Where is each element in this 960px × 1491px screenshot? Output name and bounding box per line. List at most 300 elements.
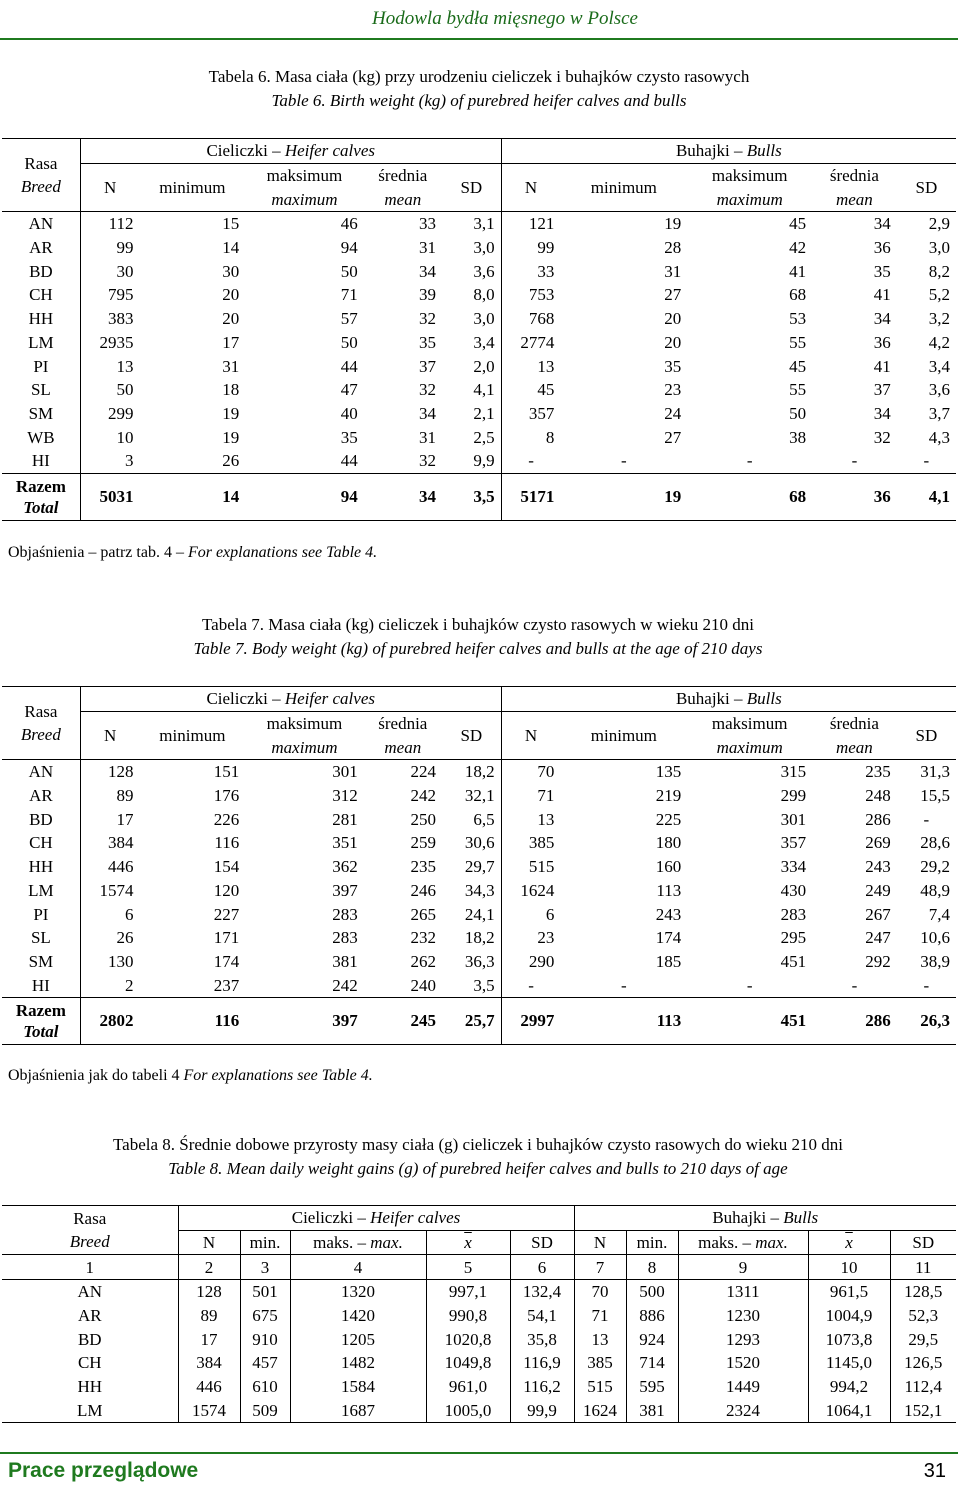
value-cell: 18,2 xyxy=(442,926,501,950)
value-cell: 1584 xyxy=(290,1375,426,1399)
breed-cell: LM xyxy=(2,879,80,903)
value-cell: 3,6 xyxy=(442,259,501,283)
value-cell: 357 xyxy=(780,833,807,853)
table-row xyxy=(2,1280,956,1304)
value-cell: 961,0 xyxy=(426,1375,510,1399)
value-cell: 32 xyxy=(418,451,436,471)
value-cell: 34 xyxy=(873,214,891,234)
total-cell: 5171 xyxy=(520,487,555,507)
column-number: 11 xyxy=(915,1257,932,1277)
max-header-pl-bulls: maksimum xyxy=(711,714,788,734)
table8-caption-en: Table 8. Mean daily weight gains (g) of purebred heifer calves and bulls to 210 days of age xyxy=(168,1159,788,1178)
value-cell: - xyxy=(746,451,753,471)
value-cell: 128 xyxy=(178,1280,240,1304)
value-cell: 13 xyxy=(537,809,555,829)
bulls-group-header: Buhajki – Bulls xyxy=(574,1206,956,1231)
value-cell: 1205 xyxy=(290,1327,426,1351)
n-header-bulls: N xyxy=(501,163,560,211)
value-cell: 30,6 xyxy=(442,831,501,855)
sd-header-bulls: SD xyxy=(897,163,956,211)
column-number: 4 xyxy=(290,1255,426,1280)
table-row xyxy=(2,1375,956,1399)
value-cell: 70 xyxy=(574,1280,626,1304)
value-cell: 160 xyxy=(655,857,682,877)
value-cell: 3 xyxy=(124,451,134,471)
value-cell: 2,0 xyxy=(442,354,501,378)
breed-cell: LM xyxy=(2,331,80,355)
value-cell: 990,8 xyxy=(426,1304,510,1328)
value-cell: 8,2 xyxy=(928,261,950,281)
value-cell: 259 xyxy=(410,833,436,853)
total-cell: 14 xyxy=(222,487,240,507)
value-cell: 243 xyxy=(655,904,682,924)
column-number: 8 xyxy=(626,1255,678,1280)
value-cell: 6 xyxy=(545,904,555,924)
value-cell: 68 xyxy=(789,285,807,305)
value-cell: 32,1 xyxy=(442,784,501,808)
value-cell: 250 xyxy=(410,809,436,829)
table6-caption xyxy=(0,65,958,113)
value-cell: 509 xyxy=(240,1399,290,1423)
value-cell: 886 xyxy=(626,1304,678,1328)
table-row xyxy=(2,425,956,449)
value-cell: 362 xyxy=(332,857,358,877)
value-cell: 243 xyxy=(865,857,891,877)
value-cell: 446 xyxy=(178,1375,240,1399)
value-cell: 45 xyxy=(789,214,807,234)
table7 xyxy=(2,686,956,1045)
heifers-group-header: Cieliczki – Heifer calves xyxy=(80,139,501,164)
breed-cell: AN xyxy=(2,1280,178,1304)
value-cell: 37 xyxy=(873,380,891,400)
value-cell: 31,3 xyxy=(920,762,950,782)
value-cell: 714 xyxy=(626,1351,678,1375)
value-cell: 50 xyxy=(116,380,134,400)
value-cell: 430 xyxy=(780,880,807,900)
mean-header-bulls: $\overline{x}$ xyxy=(808,1230,890,1255)
value-cell: 1449 xyxy=(678,1375,808,1399)
value-cell: 1574 xyxy=(178,1399,240,1423)
table-row xyxy=(2,807,956,831)
column-number: 7 xyxy=(574,1255,626,1280)
value-cell: 10,6 xyxy=(920,928,950,948)
max-header: maks. – max. xyxy=(290,1230,426,1255)
value-cell: 2,9 xyxy=(928,214,950,234)
value-cell: 1073,8 xyxy=(808,1327,890,1351)
value-cell: 34 xyxy=(873,403,891,423)
table-row xyxy=(2,784,956,808)
table6 xyxy=(2,138,956,521)
sd-header: SD xyxy=(442,711,501,759)
value-cell: 301 xyxy=(780,809,807,829)
table7-caption-en: Table 7. Body weight (kg) of purebred heifer calves and bulls at the age of 210 days xyxy=(193,639,763,658)
value-cell: 116 xyxy=(214,833,240,853)
value-cell: 1005,0 xyxy=(426,1399,510,1423)
value-cell: 39 xyxy=(418,285,436,305)
value-cell: 47 xyxy=(340,380,358,400)
value-cell: 4,2 xyxy=(928,332,950,352)
value-cell: 20 xyxy=(664,332,682,352)
value-cell: 3,0 xyxy=(442,307,501,331)
value-cell: 34,3 xyxy=(442,879,501,903)
value-cell: 237 xyxy=(213,975,240,995)
value-cell: 242 xyxy=(410,786,436,806)
value-cell: 232 xyxy=(410,928,436,948)
value-cell: 176 xyxy=(213,786,240,806)
column-number: 5 xyxy=(426,1255,510,1280)
value-cell: 46 xyxy=(340,214,358,234)
value-cell: 500 xyxy=(626,1280,678,1304)
value-cell: - xyxy=(528,975,534,995)
value-cell: 515 xyxy=(574,1375,626,1399)
breed-header-pl: Rasa xyxy=(24,154,58,174)
table-row xyxy=(2,212,956,236)
value-cell: 4,1 xyxy=(442,378,501,402)
value-cell: 383 xyxy=(107,309,134,329)
value-cell: 997,1 xyxy=(426,1280,510,1304)
value-cell: 13 xyxy=(574,1327,626,1351)
value-cell: 219 xyxy=(655,786,682,806)
page-number: 31 xyxy=(923,1460,946,1482)
value-cell: 34 xyxy=(418,403,436,423)
value-cell: 14 xyxy=(222,238,240,258)
table7-body xyxy=(2,760,956,998)
value-cell: 23 xyxy=(664,380,682,400)
value-cell: 1230 xyxy=(678,1304,808,1328)
mean-header-en: mean xyxy=(364,735,442,759)
value-cell: 235 xyxy=(410,857,436,877)
breed-cell: PI xyxy=(2,902,80,926)
total-cell: 26,3 xyxy=(920,1011,950,1031)
table-row xyxy=(2,926,956,950)
max-header-pl: maksimum xyxy=(266,166,343,186)
value-cell: 17 xyxy=(222,332,240,352)
value-cell: 151 xyxy=(213,762,240,782)
breed-cell: AR xyxy=(2,784,80,808)
value-cell: 385 xyxy=(574,1351,626,1375)
table-row xyxy=(2,1399,956,1423)
value-cell: 240 xyxy=(410,975,436,995)
table8 xyxy=(2,1205,956,1423)
breed-cell: HH xyxy=(2,1375,178,1399)
mean-header-en-bulls: mean xyxy=(812,187,897,211)
value-cell: 247 xyxy=(865,928,891,948)
value-cell: 174 xyxy=(213,951,240,971)
sd-header: SD xyxy=(442,163,501,211)
value-cell: 3,7 xyxy=(928,403,950,423)
max-header-en: maximum xyxy=(245,187,363,211)
value-cell: 451 xyxy=(780,951,807,971)
table7-caption-pl: Tabela 7. Masa ciała (kg) cieliczek i buhajków czysto rasowych w wieku 210 dni xyxy=(201,615,755,634)
value-cell: 3,0 xyxy=(928,238,950,258)
value-cell: 35,8 xyxy=(510,1327,574,1351)
value-cell: 334 xyxy=(780,857,807,877)
total-cell: 2997 xyxy=(520,1011,555,1031)
value-cell: 26 xyxy=(222,451,240,471)
table8-body xyxy=(2,1280,956,1423)
column-number-row xyxy=(2,1255,956,1280)
value-cell: 18,2 xyxy=(442,760,501,784)
value-cell: 29,5 xyxy=(908,1329,939,1349)
breed-cell: AR xyxy=(2,1304,178,1328)
value-cell: 29,2 xyxy=(920,857,950,877)
running-title: Hodowla bydła mięsnego w Polsce xyxy=(372,8,638,29)
value-cell: 1520 xyxy=(678,1351,808,1375)
table-row xyxy=(2,760,956,784)
value-cell: 283 xyxy=(332,928,358,948)
total-cell: 286 xyxy=(865,1011,891,1031)
table8-caption-pl: Tabela 8. Średnie dobowe przyrosty masy ciała (g) cieliczek i buhajków czysto rasowych do wieku 210 dni xyxy=(112,1135,844,1154)
table6-caption-pl: Tabela 6. Masa ciała (kg) przy urodzeniu cieliczek i buhajków czysto rasowych xyxy=(208,67,750,86)
value-cell: 281 xyxy=(332,809,358,829)
value-cell: 6,5 xyxy=(442,807,501,831)
value-cell: 121 xyxy=(528,214,555,234)
value-cell: 17 xyxy=(178,1327,240,1351)
breed-cell: AR xyxy=(2,236,80,260)
value-cell: 381 xyxy=(332,951,358,971)
value-cell: 13 xyxy=(537,356,555,376)
value-cell: 31 xyxy=(418,238,436,258)
mean-header-en: mean xyxy=(364,187,442,211)
breed-cell: HI xyxy=(2,973,80,997)
value-cell: 9,9 xyxy=(442,449,501,473)
heifers-group-header: Cieliczki – Heifer calves xyxy=(178,1206,574,1231)
value-cell: 126,5 xyxy=(904,1353,943,1373)
value-cell: 44 xyxy=(340,356,358,376)
breed-cell: BD xyxy=(2,807,80,831)
value-cell: 128 xyxy=(107,762,134,782)
value-cell: 41 xyxy=(873,285,891,305)
value-cell: 262 xyxy=(410,951,436,971)
value-cell: 71 xyxy=(340,285,358,305)
value-cell: 2 xyxy=(124,975,134,995)
value-cell: 29,7 xyxy=(442,855,501,879)
value-cell: 89 xyxy=(178,1304,240,1328)
value-cell: 31 xyxy=(418,427,436,447)
column-number: 1 xyxy=(2,1255,178,1280)
breed-cell: HH xyxy=(2,855,80,879)
min-header-bulls: minimum xyxy=(560,163,687,211)
value-cell: 910 xyxy=(240,1327,290,1351)
table-row xyxy=(2,831,956,855)
value-cell: 8 xyxy=(545,427,555,447)
table-row xyxy=(2,354,956,378)
value-cell: 57 xyxy=(340,309,358,329)
n-header: N xyxy=(80,163,139,211)
total-cell: 397 xyxy=(332,1011,358,1031)
value-cell: 13 xyxy=(116,356,134,376)
value-cell: 5,2 xyxy=(928,285,950,305)
value-cell: 45 xyxy=(789,356,807,376)
min-header: min. xyxy=(240,1230,290,1255)
value-cell: 34 xyxy=(418,261,436,281)
value-cell: 224 xyxy=(410,762,436,782)
value-cell: 1420 xyxy=(290,1304,426,1328)
column-number: 2 xyxy=(178,1255,240,1280)
value-cell: 26 xyxy=(116,928,134,948)
heifers-group-header: Cieliczki – Heifer calves xyxy=(80,687,501,712)
max-header-pl-bulls: maksimum xyxy=(711,166,788,186)
value-cell: 32 xyxy=(873,427,891,447)
total-cell: 19 xyxy=(664,487,682,507)
breed-cell: CH xyxy=(2,831,80,855)
value-cell: 299 xyxy=(780,786,807,806)
value-cell: 28 xyxy=(664,238,682,258)
value-cell: 154 xyxy=(213,857,240,877)
table-row xyxy=(2,449,956,473)
value-cell: 924 xyxy=(626,1327,678,1351)
min-header-bulls: min. xyxy=(626,1230,678,1255)
column-number: 6 xyxy=(510,1255,574,1280)
value-cell: 50 xyxy=(340,332,358,352)
max-header-en: maximum xyxy=(245,735,363,759)
value-cell: - xyxy=(621,451,627,471)
breed-cell: SM xyxy=(2,950,80,974)
value-cell: 3,4 xyxy=(928,356,950,376)
value-cell: 1311 xyxy=(678,1280,808,1304)
value-cell: 30 xyxy=(222,261,240,281)
value-cell: 28,6 xyxy=(920,833,950,853)
total-cell: 116 xyxy=(214,1011,240,1031)
table7-total-row xyxy=(2,997,956,1044)
value-cell: - xyxy=(851,451,858,471)
value-cell: 52,3 xyxy=(908,1306,939,1326)
min-header: minimum xyxy=(139,711,245,759)
value-cell: 2,5 xyxy=(442,425,501,449)
value-cell: 116,9 xyxy=(510,1351,574,1375)
value-cell: 457 xyxy=(240,1351,290,1375)
value-cell: 381 xyxy=(626,1399,678,1423)
value-cell: 4,3 xyxy=(928,427,950,447)
column-number: 3 xyxy=(240,1255,290,1280)
value-cell: 1320 xyxy=(290,1280,426,1304)
value-cell: 20 xyxy=(222,309,240,329)
mean-header-pl: średnia xyxy=(378,714,428,734)
value-cell: 128,5 xyxy=(904,1282,943,1302)
value-cell: 112 xyxy=(108,214,134,234)
min-header: minimum xyxy=(139,163,245,211)
value-cell: 35 xyxy=(664,356,682,376)
header-rule xyxy=(0,38,958,40)
value-cell: 595 xyxy=(626,1375,678,1399)
value-cell: 19 xyxy=(222,403,240,423)
value-cell: - xyxy=(923,809,930,829)
breed-cell: CH xyxy=(2,1351,178,1375)
max-header-en-bulls: maximum xyxy=(687,187,812,211)
total-cell: 68 xyxy=(789,487,807,507)
value-cell: 44 xyxy=(340,451,358,471)
value-cell: 3,1 xyxy=(442,212,501,236)
value-cell: - xyxy=(528,451,534,471)
value-cell: 35 xyxy=(340,427,358,447)
table-row xyxy=(2,307,956,331)
breed-cell: CH xyxy=(2,283,80,307)
value-cell: 8,0 xyxy=(442,283,501,307)
breed-cell: SM xyxy=(2,402,80,426)
value-cell: 42 xyxy=(789,238,807,258)
breed-cell: SL xyxy=(2,926,80,950)
value-cell: 36,3 xyxy=(442,950,501,974)
value-cell: 446 xyxy=(107,857,134,877)
value-cell: 19 xyxy=(222,427,240,447)
breed-header: Rasa Breed xyxy=(2,687,80,760)
total-label: Razem Total xyxy=(2,473,80,520)
value-cell: 36 xyxy=(873,332,891,352)
table7-note: Objaśnienia jak do tabeli 4 For explanations see Table 4. xyxy=(8,1067,373,1084)
value-cell: 53 xyxy=(789,309,807,329)
max-header-bulls: maks. – max. xyxy=(678,1230,808,1255)
value-cell: 20 xyxy=(222,285,240,305)
breed-cell: AN xyxy=(2,760,80,784)
table-row xyxy=(2,1327,956,1351)
value-cell: 36 xyxy=(873,238,891,258)
n-header-bulls: N xyxy=(574,1230,626,1255)
value-cell: 265 xyxy=(410,904,436,924)
value-cell: 357 xyxy=(528,403,555,423)
breed-cell: HH xyxy=(2,307,80,331)
value-cell: 55 xyxy=(789,380,807,400)
total-cell: 36 xyxy=(873,487,891,507)
value-cell: 48,9 xyxy=(920,880,950,900)
table6-caption-en: Table 6. Birth weight (kg) of purebred heifer calves and bulls xyxy=(271,91,687,110)
total-cell: 113 xyxy=(656,1011,682,1031)
value-cell: 132,4 xyxy=(510,1280,574,1304)
value-cell: 40 xyxy=(340,403,358,423)
value-cell: 99 xyxy=(537,238,555,258)
breed-cell: AN xyxy=(2,212,80,236)
breed-cell: BD xyxy=(2,1327,178,1351)
value-cell: 23 xyxy=(537,928,555,948)
value-cell: 33 xyxy=(418,214,436,234)
value-cell: 112,4 xyxy=(904,1377,943,1397)
n-header-bulls: N xyxy=(501,711,560,759)
value-cell: 384 xyxy=(107,833,134,853)
value-cell: 27 xyxy=(664,427,682,447)
value-cell: 225 xyxy=(655,809,682,829)
value-cell: 41 xyxy=(873,356,891,376)
value-cell: 37 xyxy=(418,356,436,376)
mean-header: $\overline{x}$ xyxy=(426,1230,510,1255)
value-cell: 24,1 xyxy=(442,902,501,926)
table-row xyxy=(2,236,956,260)
bulls-group-header: Buhajki – Bulls xyxy=(501,687,956,712)
value-cell: 753 xyxy=(528,285,555,305)
column-number: 10 xyxy=(808,1255,890,1280)
value-cell: 6 xyxy=(124,904,134,924)
value-cell: 267 xyxy=(865,904,891,924)
max-header-pl: maksimum xyxy=(266,714,343,734)
breed-header: Rasa Breed xyxy=(2,1206,178,1255)
breed-cell: WB xyxy=(2,425,80,449)
value-cell: 15,5 xyxy=(920,786,950,806)
value-cell: 290 xyxy=(528,951,555,971)
value-cell: 3,4 xyxy=(442,331,501,355)
total-cell: 5031 xyxy=(99,487,134,507)
value-cell: 246 xyxy=(410,880,436,900)
value-cell: 1145,0 xyxy=(808,1351,890,1375)
value-cell: 3,2 xyxy=(928,309,950,329)
table6-body xyxy=(2,212,956,474)
value-cell: 130 xyxy=(107,951,134,971)
value-cell: 351 xyxy=(332,833,358,853)
value-cell: 248 xyxy=(865,786,891,806)
table-row xyxy=(2,402,956,426)
value-cell: 384 xyxy=(178,1351,240,1375)
value-cell: 292 xyxy=(865,951,891,971)
value-cell: 15 xyxy=(222,214,240,234)
breed-cell: HI xyxy=(2,449,80,473)
total-cell: 451 xyxy=(780,1011,807,1031)
